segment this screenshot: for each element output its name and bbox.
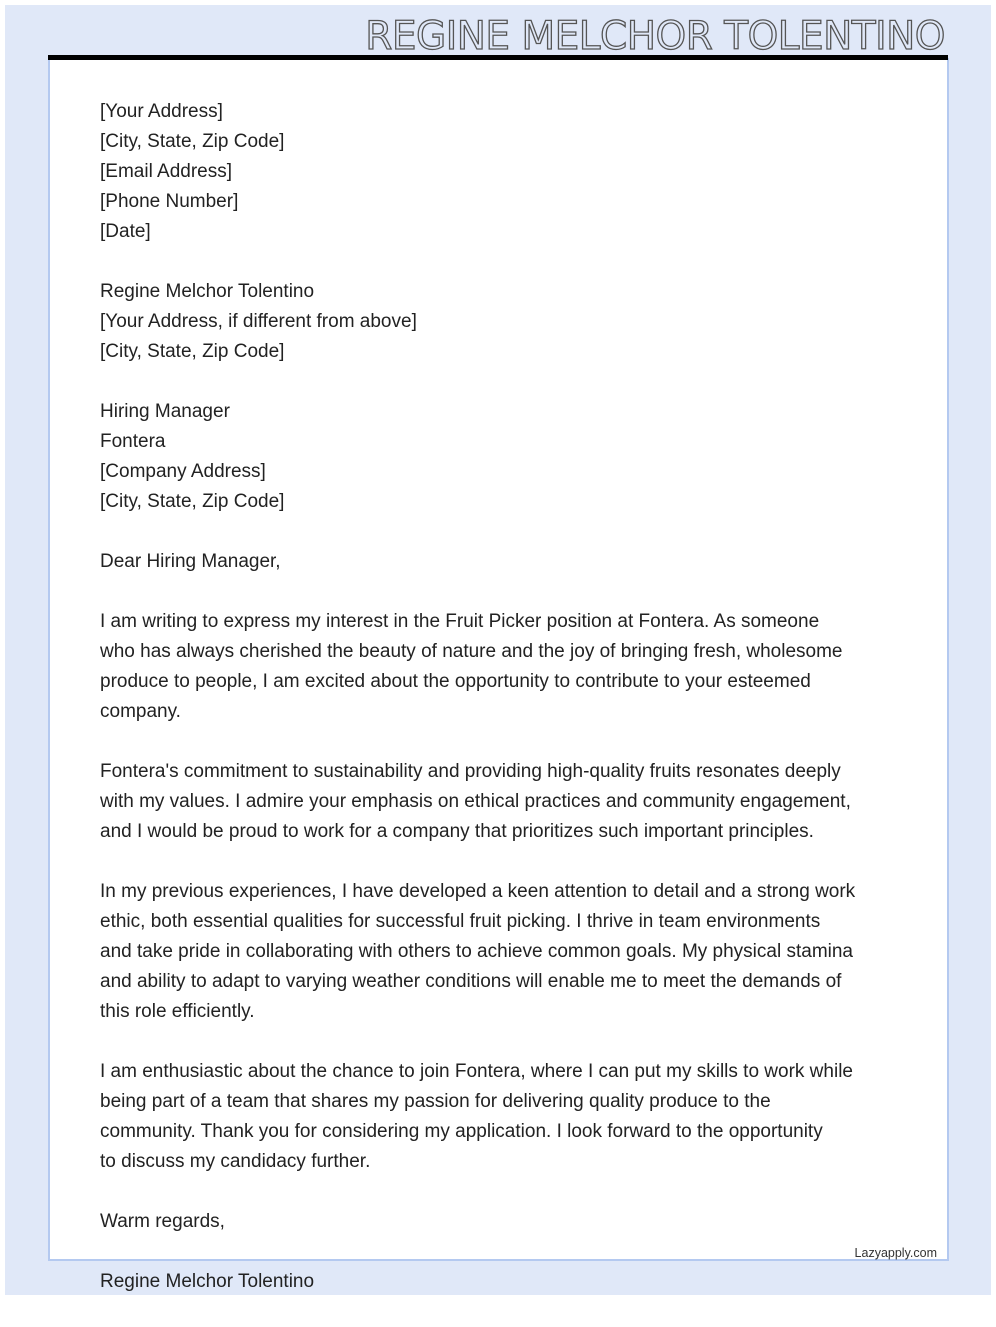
address-line: [Email Address] — [100, 161, 232, 182]
address-line: [Your Address, if different from above] — [100, 311, 417, 332]
applicant-block — [100, 277, 855, 367]
closing — [100, 1207, 855, 1237]
paragraph-line: ethic, both essential qualities for successful fruit picking. I thrive in team environments — [100, 911, 821, 932]
sender-address-block — [100, 97, 855, 247]
paragraph-4 — [100, 1057, 855, 1177]
address-line: [City, State, Zip Code] — [100, 131, 285, 152]
employer-block — [100, 397, 855, 517]
date-line: [Date] — [100, 221, 151, 242]
paragraph-line: to discuss my candidacy further. — [100, 1151, 371, 1172]
paragraph-2 — [100, 757, 855, 847]
salutation-text: Dear Hiring Manager, — [100, 551, 281, 572]
applicant-name-header: REGINE MELCHOR TOLENTINO — [365, 14, 945, 59]
address-line: Hiring Manager — [100, 401, 230, 422]
paragraph-line: being part of a team that shares my passion for delivering quality produce to the — [100, 1091, 771, 1112]
paragraph-line: this role efficiently. — [100, 1001, 255, 1022]
watermark: Lazyapply.com — [854, 1246, 937, 1260]
paragraph-line: and take pride in collaborating with others to achieve common goals. My physical stamina — [100, 941, 853, 962]
paragraph-line: with my values. I admire your emphasis on ethical practices and community engagement, — [100, 791, 851, 812]
paragraph-line: produce to people, I am excited about the opportunity to contribute to your esteemed — [100, 671, 811, 692]
address-line: [City, State, Zip Code] — [100, 491, 285, 512]
address-line: [Company Address] — [100, 461, 266, 482]
signature — [100, 1267, 855, 1297]
address-line: Fontera — [100, 431, 166, 452]
paragraph-3 — [100, 877, 855, 1027]
paragraph-line: community. Thank you for considering my application. I look forward to the opportunity — [100, 1121, 823, 1142]
salutation — [100, 547, 855, 577]
paragraph-1 — [100, 607, 855, 727]
address-line: [City, State, Zip Code] — [100, 341, 285, 362]
paragraph-line: In my previous experiences, I have developed a keen attention to detail and a strong work — [100, 881, 856, 902]
closing-text: Warm regards, — [100, 1211, 225, 1232]
letter-body — [100, 97, 855, 1327]
address-line: Regine Melchor Tolentino — [100, 281, 315, 302]
paragraph-line: I am writing to express my interest in the Fruit Picker position at Fontera. As someone — [100, 611, 820, 632]
address-line: [Phone Number] — [100, 191, 239, 212]
address-line: [Your Address] — [100, 101, 223, 122]
paragraph-line: and ability to adapt to varying weather conditions will enable me to meet the demands of — [100, 971, 842, 992]
paragraph-line: and I would be proud to work for a company that prioritizes such important principles. — [100, 821, 814, 842]
paragraph-line: company. — [100, 701, 181, 722]
signature-text: Regine Melchor Tolentino — [100, 1271, 315, 1292]
paragraph-line: who has always cherished the beauty of nature and the joy of bringing fresh, wholesome — [100, 641, 843, 662]
paragraph-line: I am enthusiastic about the chance to join Fontera, where I can put my skills to work while — [100, 1061, 853, 1082]
paragraph-line: Fontera's commitment to sustainability and providing high-quality fruits resonates deeply — [100, 761, 841, 782]
